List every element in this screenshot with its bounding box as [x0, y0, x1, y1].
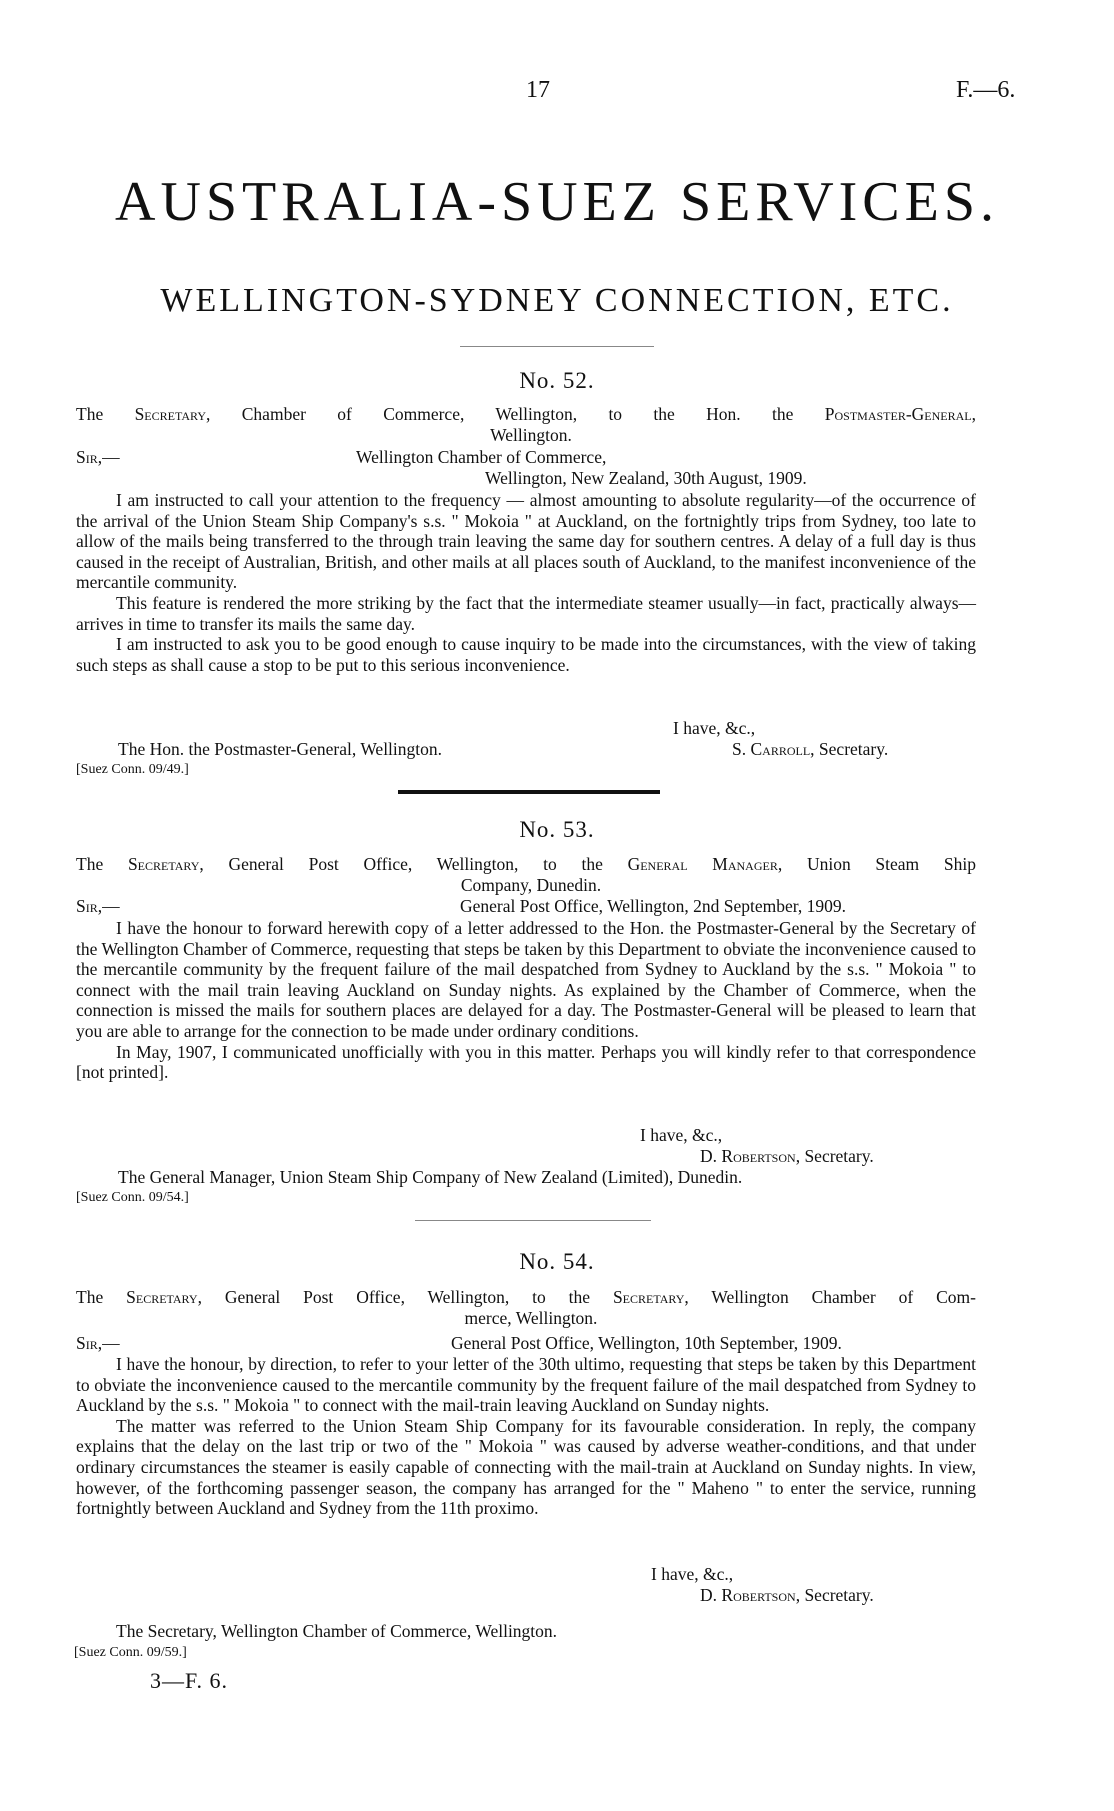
letter-53-salutation: Sir,—	[76, 896, 120, 916]
signature-name: Robertson	[721, 1146, 796, 1166]
letter-54-salutation: Sir,—	[76, 1333, 120, 1353]
letter-53-reference: [Suez Conn. 09/54.]	[76, 1190, 189, 1205]
signature-initial: D.	[700, 1146, 718, 1166]
signature-initial: S.	[732, 739, 747, 759]
letter-52-reference: [Suez Conn. 09/49.]	[76, 762, 189, 777]
heading-from-title: Secretary	[127, 854, 200, 874]
letter-52-salutation: Sir,—	[76, 447, 120, 467]
letter-53-address-line1: General Post Office, Wellington, 2nd September, 1909.	[460, 896, 847, 916]
letter-52-address-line1: Wellington Chamber of Commerce,	[356, 447, 607, 467]
section-divider	[398, 790, 660, 794]
signature-mark: 3—F. 6.	[150, 1668, 228, 1693]
letter-54-paragraph: I have the honour, by direction, to refer to your letter of the 30th ultimo, requesting that steps be taken by this Department to obviate the inconvenience caused to the mercantile community by the frequent failure of the mail despatched from Sydney to Auckland by the s.s. " Mokoia " to connect with the mail-train leaving Auckland on Sunday nights.	[76, 1354, 976, 1416]
heading-to-title: Postmaster-General	[824, 404, 972, 424]
letter-53-signature	[700, 1146, 874, 1167]
signature-title: , Secretary.	[810, 739, 889, 759]
heading-line2: Wellington.	[490, 424, 572, 445]
title-divider	[460, 346, 654, 347]
letter-54-signature	[700, 1585, 874, 1606]
letter-52-paragraph: This feature is rendered the more striking by the fact that the intermediate steamer usually—in fact, practically always—arrives in time to transfer its mails the same day.	[76, 592, 976, 634]
letter-53-closing: I have, &c.,	[640, 1125, 723, 1145]
letter-52-body	[76, 490, 976, 675]
letter-54-number: No. 54.	[519, 1249, 595, 1274]
document-title: AUSTRALIA-SUEZ SERVICES.	[115, 171, 999, 233]
signature-name: Robertson	[721, 1585, 796, 1605]
heading-from-title: Secretary	[134, 404, 207, 424]
letter-52-paragraph: I am instructed to call your attention to the frequency — almost amounting to absolute regularity—of the occurrence of the arrival of the Union Steam Ship Company's s.s. " Mokoia " at Auckland, on the fortnightly trips from Sydney, too late to allow of the mails being transferred to the through train leaving the same day for southern centres. A delay of a full day is thus caused in the receipt of Australian, British, and other mails at all places south of Auckland, to the manifest inconvenience of the mercantile community.	[76, 490, 976, 593]
heading-line2: merce, Wellington.	[464, 1307, 598, 1328]
paper-code: F.—6.	[956, 77, 1016, 103]
heading-to-title: Secretary	[612, 1287, 685, 1307]
heading-to-title: General Manager	[627, 854, 778, 874]
letter-54-body	[76, 1354, 976, 1519]
heading-to-rest: , Wellington Chamber of Com-	[684, 1287, 976, 1307]
heading-from-title: Secretary	[126, 1287, 198, 1307]
letter-54-reference: [Suez Conn. 09/59.]	[74, 1645, 187, 1660]
letter-53-paragraph: I have the honour to forward herewith copy of a letter addressed to the Hon. the Postmaster-General by the Secretary of the Wellington Chamber of Commerce, requesting that steps be taken by this Department to obviate the inconvenience caused to the mercantile community by the frequent failure of the mail despatched from Sydney to Auckland by the s.s. " Mokoia " to connect with the mail train leaving Auckland on Sunday nights. As explained by the Chamber of Commerce, when the connection is missed the mails for southern places are delayed for a day. The Postmaster-General will be pleased to learn that you are able to arrange for the connection to be made under ordinary conditions.	[76, 918, 976, 1041]
letter-52-address-line2: Wellington, New Zealand, 30th August, 1909.	[485, 468, 807, 488]
letter-54-address-line1: General Post Office, Wellington, 10th September, 1909.	[451, 1333, 842, 1353]
letter-53-body	[76, 918, 976, 1083]
heading-to-rest: , Union Steam Ship	[777, 854, 977, 874]
signature-title: , Secretary.	[795, 1585, 874, 1605]
heading-line2: Company, Dunedin.	[460, 874, 602, 895]
letter-53-addressee: The General Manager, Union Steam Ship Company of New Zealand (Limited), Dunedin.	[118, 1167, 743, 1187]
section-divider	[415, 1220, 651, 1221]
letter-52-closing: I have, &c.,	[673, 718, 756, 738]
document-subtitle: WELLINGTON-SYDNEY CONNECTION, ETC.	[160, 282, 954, 319]
letter-54-heading	[76, 1287, 976, 1328]
letter-53-number: No. 53.	[519, 817, 595, 842]
signature-name: Carroll	[750, 739, 811, 759]
letter-54-paragraph: The matter was referred to the Union Steam Ship Company for its favourable consideration. In reply, the company explains that the delay on the last trip or two of the " Mokoia " was caused by adverse weather-conditions, and that under ordinary circumstances the steamer is easily capable of connecting with the mail-train at Auckland on Sunday nights. In view, however, of the forthcoming passenger season, the company has arranged for the " Maheno " to enter the service, running fortnightly between Auckland and Sydney from the 11th proximo.	[76, 1415, 976, 1519]
signature-initial: D.	[700, 1585, 718, 1605]
heading-from-rest: , General Post Office, Wellington, to the	[197, 1287, 591, 1307]
heading-prefix: The	[76, 854, 104, 874]
letter-54-closing: I have, &c.,	[651, 1564, 734, 1584]
letter-52-signature	[732, 739, 888, 760]
heading-from-rest: , Chamber of Commerce, Wellington, to the Hon. the	[206, 404, 794, 424]
letter-52-number: No. 52.	[519, 368, 595, 393]
letter-52-paragraph: I am instructed to ask you to be good enough to cause inquiry to be made into the circumstances, with the view of taking such steps as shall cause a stop to be put to this serious inconvenience.	[76, 634, 976, 675]
heading-prefix: The	[76, 404, 104, 424]
letter-54-addressee: The Secretary, Wellington Chamber of Commerce, Wellington.	[116, 1621, 558, 1641]
heading-from-rest: , General Post Office, Wellington, to the	[199, 854, 603, 874]
signature-title: , Secretary.	[795, 1146, 874, 1166]
letter-53-heading	[76, 854, 976, 895]
page-number: 17	[526, 77, 550, 103]
heading-prefix: The	[76, 1287, 104, 1307]
letter-52-heading: The Secretary, Chamber of Commerce, Wellington, to the Hon. the Postmaster-General, Wellington.	[76, 404, 977, 445]
letter-53-paragraph: In May, 1907, I communicated unofficially with you in this matter. Perhaps you will kindly refer to that correspondence [not printed].	[76, 1041, 976, 1083]
letter-52-addressee: The Hon. the Postmaster-General, Wellington.	[118, 739, 443, 759]
